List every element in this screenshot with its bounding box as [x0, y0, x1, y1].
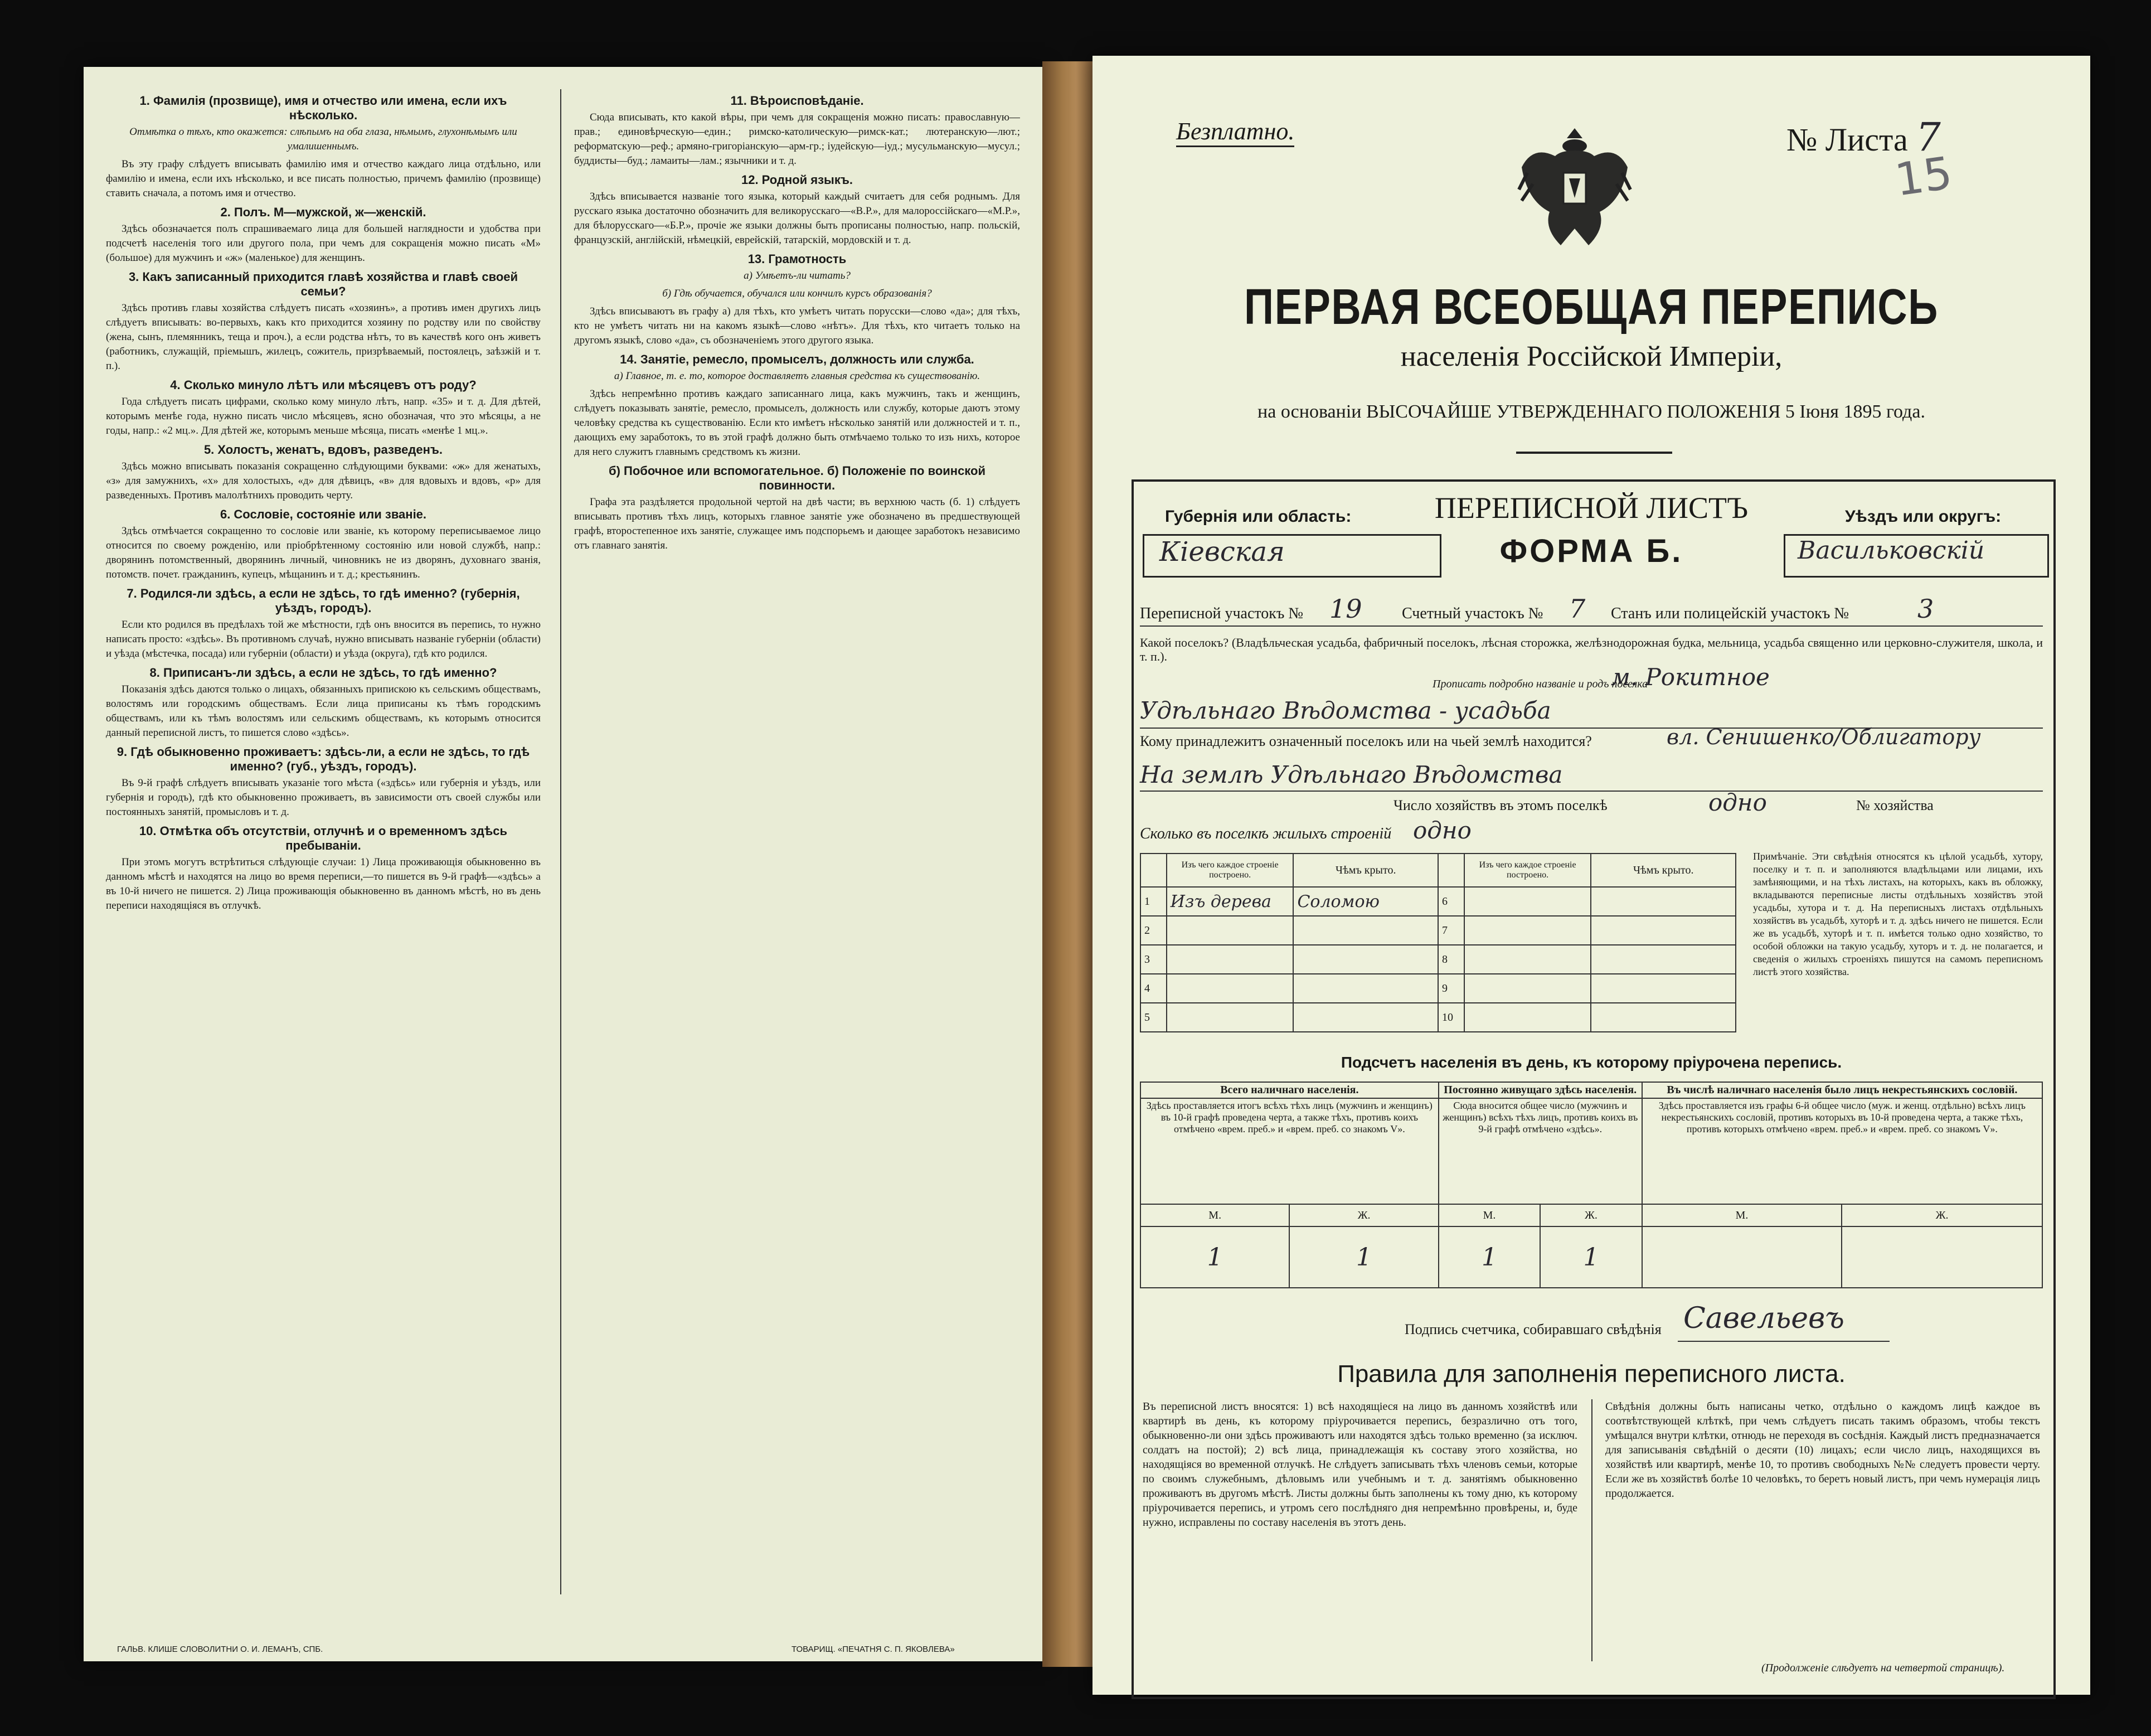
poselok-value-1: м. Рокитное — [1611, 663, 1770, 691]
count-head-1: Всего наличнаго населенія. — [1140, 1082, 1439, 1098]
row-num: 10 — [1438, 1003, 1464, 1032]
schetny-value: 7 — [1569, 594, 1586, 624]
poselok-label: Какой поселокъ? (Владѣльческая усадьба, фабричный поселокъ, лѣсная сторожка, желѣзнодорожная будка, мельница, усадьба священно или церковно-служителя, школа, и т. п.). — [1140, 636, 2043, 663]
uezd-label: Уѣздъ или округъ: — [1845, 507, 2002, 526]
form-title: ФОРМА Б. — [1499, 533, 1683, 569]
section-text: Здѣсь вписываютъ въ графу а) для тѣхъ, кто умѣетъ читать порусски—слово «да»; для тѣхъ, кто не умѣетъ читать ни на какомъ языкѣ—слово «нѣтъ». Для тѣхъ, кто читаетъ только на другомъ языкѣ, слово «да», съ обозначеніемъ этого другого языка. — [574, 306, 1020, 346]
count-title: Подсчетъ населенія въ день, къ которому пріурочена перепись. — [1341, 1054, 1842, 1071]
count-v-2: 1 — [1289, 1226, 1438, 1288]
count-zh-2: Ж. — [1540, 1204, 1642, 1226]
count-v-6 — [1842, 1226, 2042, 1288]
rules-right: Свѣдѣнія должны быть написаны четко, отдѣльно о каждомъ лицѣ каждое въ соотвѣтствующей клѣткѣ, при чемъ слѣдуетъ писать такимъ образомъ, чтобы текстъ умѣщался внутри клѣтки, отнюдь не переходя въ сосѣднія. Каждый листъ предназначается для записыванія свѣдѣній о десяти (10) лицахъ; если число лицъ, находящихся въ хозяйствѣ или квартирѣ, менѣе 10, то противъ свободныхъ №№ следуетъ провести черту. Если же въ хозяйствѣ болѣе 10 человѣкъ, то беретъ новый листъ, при чемъ нумерація лицъ продолжается. — [1605, 1400, 2040, 1500]
right-page — [1093, 56, 2090, 1695]
row-num: 8 — [1438, 945, 1464, 974]
count-m-1: М. — [1140, 1204, 1289, 1226]
gubernia-label: Губернія или область: — [1165, 507, 1352, 526]
continue-note: (Продолженіе слѣдуетъ на четвертой страницѣ). — [1761, 1662, 2005, 1674]
row-num: 5 — [1140, 1003, 1167, 1032]
section-subheading: Отмѣтка о тѣхъ, кто окажется: слѣпымъ на оба глаза, нѣмымъ, глухонѣмымъ или умалишеннымъ. — [129, 126, 517, 152]
owner-value-2: На землѣ Удѣльнаго Вѣдомства — [1140, 761, 1563, 788]
book-spine — [1042, 61, 1098, 1667]
section-text: Въ эту графу слѣдуетъ вписывать фамилію имя и отчество каждаго лица отдѣльно, или фамилію и имена, если ихъ нѣсколько, и все писать полностью, причемъ фамилію (прозвище) ставить сначала, а потомъ имя и отчество. — [106, 158, 541, 199]
count-v-1: 1 — [1140, 1226, 1289, 1288]
printer-imprint-right: ТОВАРИЩ. «ПЕЧАТНЯ С. П. ЯКОВЛЕВА» — [792, 1645, 955, 1654]
count-desc-3: Здѣсь проставляется изъ графы 6-й общее число (муж. и женщ. отдѣльно) всѣхъ лицъ некрестьянскихъ сословій, противъ которыхъ въ 10-й проведена черта, а также тѣхъ, противъ которыхъ отмѣчено «врем. преб.» и «врем. преб. со знакомъ V». — [1642, 1098, 2042, 1204]
rules-title: Правила для заполненія переписного листа. — [1337, 1360, 1846, 1388]
buildings-value: одно — [1413, 817, 1472, 844]
gubernia-value: Кіевская — [1159, 536, 1285, 568]
count-zh-1: Ж. — [1289, 1204, 1438, 1226]
owner-value-1: вл. Сенишенко/Облигатору — [1667, 725, 1981, 749]
column-divider — [560, 89, 561, 1594]
th-roof-2: Чѣмъ крыто. — [1591, 854, 1736, 887]
schetny-label: Счетный участокъ № — [1402, 605, 1543, 622]
section-text: Если кто родился въ предѣлахъ той же мѣстности, гдѣ онъ вносится въ перепись, то нужно написать просто: «здѣсь». Въ противномъ случаѣ, нужно вписывать названіе губерніи (области) и уѣзда (мѣстечка, посада) или губерніи (области) и уѣзда (округа), гдѣ кто родился. — [106, 619, 541, 660]
count-head-2: Постоянно живущаго здѣсь населенія. — [1439, 1082, 1642, 1098]
left-page — [84, 67, 1045, 1661]
section-subheading: а) Умѣетъ-ли читать? — [744, 270, 851, 282]
household-no-label: № хозяйства — [1856, 797, 1934, 813]
section-text: Здѣсь противъ главы хозяйства слѣдуетъ писать «хозяинъ», а противъ имен другихъ лицъ слѣдуетъ вписывать: во-первыхъ, какъ кто приходится хозяину по родству или по свойству (жена, сынъ, племянникъ, теща и проч.), а если родства нѣтъ, то въ качествѣ кого онъ живетъ (работникъ, служащій, пріемышъ, жилецъ, сожитель, призрѣваемый, постоялецъ, заѣзжій и т. п.). — [106, 302, 541, 372]
sheet-title: ПЕРЕПИСНОЙ ЛИСТЪ — [1434, 491, 1749, 525]
signature-line — [1678, 1341, 1890, 1342]
section-heading: 13. Грамотность — [747, 252, 847, 266]
section-heading: 12. Родной языкъ. — [741, 173, 853, 187]
th-material-1: Изъ чего каждое строеніе построено. — [1167, 854, 1294, 887]
left-column-1 — [106, 89, 541, 1639]
section-subheading: а) Главное, т. е. то, которое доставляетъ главныя средства къ существованію. — [614, 370, 980, 382]
section-heading: 3. Какъ записанный приходится главѣ хозяйства и главѣ своей семьи? — [128, 270, 518, 298]
printer-imprint-left: ГАЛЬВ. КЛИШЕ СЛОВОЛИТНИ О. И. ЛЕМАНЪ, СПБ. — [117, 1645, 323, 1654]
section-text: Здѣсь можно вписывать показанія сокращенно слѣдующими буквами: «ж» для женатыхъ, «з» для замужнихъ, «х» для холостыхъ, «д» для дѣвицъ, «в» для вдовыхъ и вдовъ, «р» для разведенныхъ. Противъ малолѣтнихъ проводить черту. — [106, 460, 541, 501]
section-text: Здѣсь обозначается полъ спрашиваемаго лица для большей наглядности и удобства при подсчетѣ населенія того или другого пола, при чемъ для сокращенія можно писать «М» (большое) для мужчинъ и «ж» (маленькое) для женщинъ. — [106, 223, 541, 264]
section-text: Въ 9-й графѣ слѣдуетъ вписывать указаніе того мѣста («здѣсь» или губернія и уѣздъ, или губернія и городъ), гдѣ кто обыкновенно проживаетъ, въ зависимости отъ своей службы или постоянныхъ занятій, промысловъ и т. д. — [106, 777, 541, 818]
count-desc-1: Здѣсь проставляется итогъ всѣхъ тѣхъ лицъ (мужчинъ и женщинъ) въ 10-й графѣ проведена черта, а также тѣхъ, противъ коихъ отмѣчено «врем. преб.» и «врем. преб. со знакомъ V». — [1140, 1098, 1439, 1204]
free-label: Безплатно. — [1176, 117, 1294, 147]
count-v-5 — [1642, 1226, 1842, 1288]
census-title: ПЕРВАЯ ВСЕОБЩАЯ ПЕРЕПИСЬ — [1244, 279, 1939, 335]
section-text: Здѣсь непремѣнно противъ каждаго записаннаго лица, какъ мужчинъ, такъ и женщинъ, слѣдуетъ показывать занятіе, ремесло, промыселъ, должность или службу, которые даютъ этому человѣку средства къ существованію. Если кто имѣетъ нѣсколько занятій или должностей и т. п., дающихъ ему заработокъ, то въ этой графѣ должно быть отмѣчаемо только то изъ нихъ, которое для него служитъ главнымъ средствомъ къ жизни. — [574, 388, 1020, 458]
buildings-table — [1140, 853, 1736, 1032]
list-number-hand: 7 — [1916, 114, 1941, 160]
row1-material: Изъ дерева — [1167, 887, 1294, 916]
list-label: № Листа — [1786, 122, 1908, 158]
buildings-note: Примѣчаніе. Эти свѣдѣнія относятся къ цѣлой усадьбѣ, хутору, поселку и т. п. и заполняются владѣльцами или лицами, ихъ замѣняющими, и на тѣхъ листахъ, на которыхъ, какъ въ обложку, вкладываются переписные листы отдѣльныхъ хозяйствъ этой усадьбы, хутора и т. д. На переписныхъ листахъ отдѣльныхъ хозяйствъ въ усадьбѣ, хуторѣ и т. д. здѣсь ничего не пишется. Если же въ усадьбѣ, хуторѣ и т. п. имѣется только одно хозяйство, то особой обложки на такую усадьбу, хуторъ и т. д. не полагается, и сведенія о жилыхъ строеніяхъ пишутся на самомъ переписномъ листѣ этого хозяйства. — [1753, 851, 2043, 977]
census-basis: на основаніи ВЫСОЧАЙШЕ УТВЕРЖДЕННАГО ПОЛОЖЕНІЯ 5 Іюня 1895 года. — [1257, 401, 1925, 422]
counter-signature: Савельевъ — [1683, 1302, 1844, 1335]
section-heading: 11. Вѣроисповѣданіе. — [730, 94, 864, 108]
section-heading: б) Побочное или вспомогательное. б) Положеніе по воинской повинности. — [608, 464, 985, 492]
count-zh-3: Ж. — [1842, 1204, 2042, 1226]
section-heading: 7. Родился-ли здѣсь, а если не здѣсь, то гдѣ именно? (губернія, уѣздъ, городъ). — [127, 586, 520, 615]
section-text: Года слѣдуетъ писать цифрами, сколько кому минуло лѣтъ, напр. «35» и т. д. Для дѣтей, которымъ менѣе года, нужно писать число мѣсяцевъ, ясно обозначая, что это мѣсяцы, а не годы, напр.: «2 мц.». Для дѣтей же, которымъ меньше мѣсяца, писать «менѣе 1 мц.». — [106, 396, 541, 437]
count-m-2: М. — [1439, 1204, 1541, 1226]
households-value: одно — [1708, 789, 1767, 816]
stan-value: 3 — [1917, 594, 1934, 624]
row-num: 7 — [1438, 916, 1464, 945]
left-column-2 — [574, 89, 1020, 1617]
stan-label: Станъ или полицейскій участокъ № — [1611, 605, 1849, 622]
th-material-2: Изъ чего каждое строеніе построено. — [1464, 854, 1591, 887]
section-text: Здѣсь отмѣчается сокращенно то сословіе или званіе, къ которому переписываемое лицо относится по своему рожденію, или пріобрѣтенному состоянію или новой службѣ, напр.: дворянинъ потомственный, дворянинъ личный, чиновникъ не из дворянъ, духовнаго званія, потомств. почет. гражданинъ, купецъ, мѣщанинъ и т. д.; крестьянинъ. — [106, 525, 541, 580]
row-num: 3 — [1140, 945, 1167, 974]
owner-label: Кому принадлежитъ означенный поселокъ или на чьей землѣ находится? — [1140, 733, 1592, 749]
uchastok-label: Переписной участокъ № — [1140, 605, 1304, 622]
section-heading: 5. Холостъ, женатъ, вдовъ, разведенъ. — [203, 443, 443, 457]
line-3 — [1140, 791, 2043, 792]
row-num: 4 — [1140, 974, 1167, 1003]
th-roof-1: Чѣмъ крыто. — [1293, 854, 1438, 887]
row-num: 1 — [1140, 887, 1167, 916]
section-heading: 6. Сословіе, состояніе или званіе. — [220, 507, 427, 521]
section-text: Сюда вписывать, кто какой вѣры, при чемъ для сокращенія можно писать: православную—прав.; единовѣрческую—един.; римско-католическую—римск-кат.; лютеранскую—лют.; реформатскую—реф.; армяно-григоріанскую—арм-гр.; іудейскую—іуд.; мусульманскую—мусул.; буддисты—буд.; ламаиты—лам.; язычники и т. д. — [574, 111, 1020, 167]
count-m-3: М. — [1642, 1204, 1842, 1226]
count-v-4: 1 — [1540, 1226, 1642, 1288]
title-rule — [1516, 452, 1672, 454]
section-text: Показанія здѣсь даются только о лицахъ, обязанныхъ припискою къ сельскимъ обществамъ, волостямъ или городскимъ обществамъ. Если лица приписаны къ тѣмъ городскимъ обществамъ, или къ тѣмъ волостямъ или сельскимъ обществамъ, къ которымъ относится данный переписной листъ, то пишется слово «здѣсь». — [106, 683, 541, 739]
count-desc-2: Сюда вносится общее число (мужчинъ и женщинъ) всѣхъ тѣхъ лицъ, противъ коихъ въ 9-й графѣ отмѣчено «здѣсь». — [1439, 1098, 1642, 1204]
households-label: Число хозяйствъ въ этомъ поселкѣ — [1393, 797, 1608, 813]
count-v-3: 1 — [1439, 1226, 1541, 1288]
section-heading: 1. Фамилія (прозвище), имя и отчество или имена, если ихъ нѣсколько. — [139, 94, 507, 122]
imperial-eagle-icon — [1516, 123, 1633, 262]
list-number-pencil: 15 — [1892, 147, 1955, 206]
section-heading: 10. Отмѣтка объ отсутствіи, отлучнѣ и о временномъ здѣсь пребываніи. — [139, 824, 508, 852]
row-num: 6 — [1438, 887, 1464, 916]
uchastok-value: 19 — [1329, 594, 1362, 624]
section-text: При этомъ могутъ встрѣтиться слѣдующіе случаи: 1) Лица проживающія обыкновенно въ данномъ мѣстѣ и находятся на лицо во время переписи,—то пишется въ 9-й графѣ—«здѣсь» а въ 10-й ничего не пишется. 2) Лица проживающія обыкновенно въ данномъ мѣстѣ, но въ день переписи находящіяся въ отлучкѣ. — [106, 856, 541, 911]
row-num: 2 — [1140, 916, 1167, 945]
line-1 — [1140, 625, 2043, 627]
section-heading: 4. Сколько минуло лѣтъ или мѣсяцевъ отъ роду? — [170, 378, 477, 392]
rules-divider — [1591, 1399, 1592, 1661]
rules-left: Въ переписной листъ вносятся: 1) всѣ находящіеся на лицо въ данномъ хозяйствѣ или квартирѣ въ день, къ которому пріурочивается перепись, безразлично отъ того, обыкновенно-ли они здѣсь проживаютъ или находятся здѣсь только временно (за исключ. солдатъ на постой); 2) всѣ лица, принадлежащія къ составу этого хозяйства, но находящіяся во временной отлучкѣ. Не слѣдуетъ записывать тѣхъ членовъ семьи, которые по своимъ служебнымъ, дѣловымъ или учебнымъ и т. д. занятіямъ обыкновенно проживаютъ въ другомъ мѣстѣ. Листы должны быть заполнены къ тому дню, къ которому пріурочивается перепись, и утромъ сего послѣдняго дня непремѣнно провѣрены, и, буде нужно, исправлены по составу населенія въ этотъ день. — [1143, 1400, 1577, 1529]
census-subtitle: населенія Россійской Имперіи, — [1400, 341, 1783, 372]
count-head-3: Въ числѣ наличнаго населенія было лицъ некрестьянскихъ сословій. — [1642, 1082, 2042, 1098]
section-heading: 14. Занятіе, ремесло, промыселъ, должность или служба. — [620, 352, 974, 366]
poselok-hint: Прописать подробно названіе и родъ поселка — [1433, 678, 1648, 690]
section-heading: 8. Приписанъ-ли здѣсь, а если не здѣсь, то гдѣ именно? — [149, 666, 497, 680]
section-text: Графа эта раздѣляется продольной чертой на двѣ части; въ верхнюю часть (б. 1) слѣдуетъ вписывать противъ тѣхъ лицъ, которыхъ главное занятіе уже обозначено въ предшествующей графѣ, второстепенное ихъ занятіе, служащее имъ подспорьемъ и дающее заработокъ независимо отъ главнаго занятія. — [574, 496, 1020, 551]
section-heading: 9. Гдѣ обыкновенно проживаетъ: здѣсь-ли, а если не здѣсь, то гдѣ именно? (губ., уѣздъ, городъ). — [116, 745, 530, 773]
buildings-label: Сколько въ поселкѣ жилыхъ строеній — [1140, 825, 1392, 842]
poselok-value-2: Удѣльнаго Вѣдомства - усадьба — [1140, 697, 1551, 724]
section-text: Здѣсь вписывается названіе того языка, который каждый считаетъ для себя роднымъ. Для русскаго языка достаточно обозначить для великорусскаго—«В.Р.», для малороссійскаго—«М.Р.», для бѣлорусскаго—«Б.Р.», прочіе же языки должны быть прописаны полностью, напр. польскій, французскій, англійскій, нѣмецкій, еврейскій, татарскій, мордовскій и т. д. — [574, 191, 1020, 246]
section-subheading: б) Гдѣ обучается, обучался или кончилъ курсъ образованія? — [662, 288, 932, 299]
row-num: 9 — [1438, 974, 1464, 1003]
count-table — [1140, 1082, 2043, 1288]
section-heading: 2. Полъ. М—мужской, ж—женскій. — [220, 205, 426, 219]
uezd-value: Васильковскій — [1798, 536, 1985, 565]
row1-roof: Соломою — [1293, 887, 1438, 916]
counter-label: Подпись счетчика, собиравшаго свѣдѣнія — [1405, 1321, 1662, 1337]
